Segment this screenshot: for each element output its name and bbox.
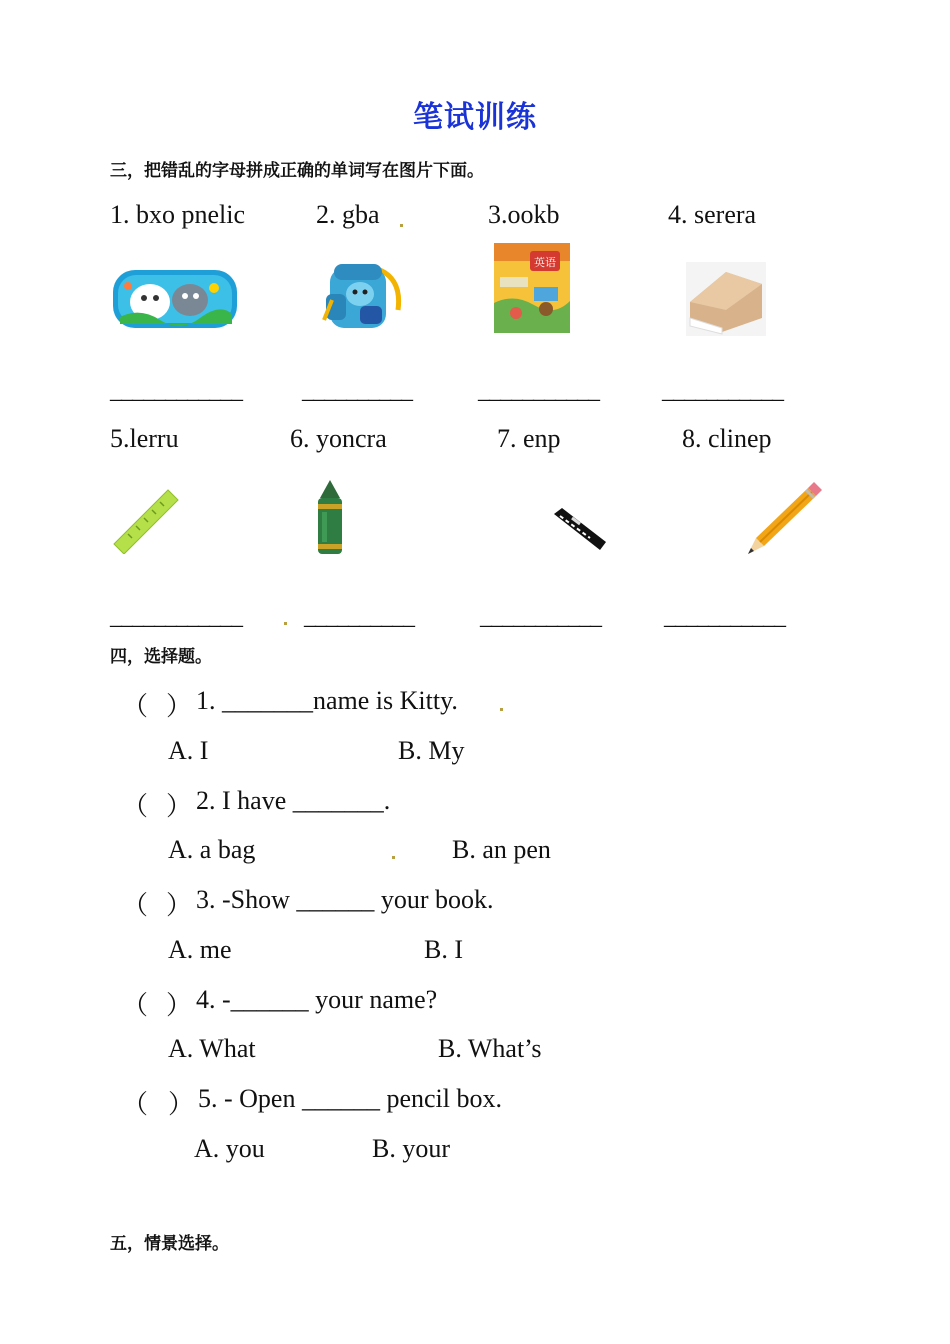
q1-bracket-close: ）: [166, 692, 193, 721]
q4-option-a: A. What: [168, 1034, 256, 1063]
item-2-label: 2. gba: [316, 200, 380, 229]
q3-answer-bracket[interactable]: （: [122, 891, 149, 920]
item-8-label: 8. clinep: [682, 424, 772, 453]
q3-option-b: B. I: [424, 935, 463, 964]
pen-icon: [550, 506, 608, 557]
speck-mark: [392, 856, 395, 859]
q4-answer-bracket[interactable]: （: [122, 991, 149, 1020]
q1-option-b: B. My: [398, 736, 465, 765]
q5-option-b: B. your: [372, 1134, 450, 1163]
q2-option-a: A. a bag: [168, 835, 256, 864]
section-3-heading: 三，把错乱的字母拼成正确的单词写在图片下面。: [110, 161, 484, 181]
page-title: 笔试训练: [413, 100, 537, 135]
item-5-answer-blank[interactable]: ____________: [110, 604, 242, 630]
item-4-answer-blank[interactable]: ___________: [662, 378, 783, 404]
q2-answer-bracket[interactable]: （: [122, 792, 149, 821]
item-7-label: 7. enp: [497, 424, 561, 453]
svg-text:英语: 英语: [534, 256, 556, 269]
q3-text: 3. -Show ______ your book.: [196, 885, 494, 914]
q4-bracket-close: ）: [166, 991, 193, 1020]
item-3-label: 3.ookb: [488, 200, 560, 229]
q5-option-a: A. you: [194, 1134, 265, 1163]
q3-bracket-close: ）: [166, 891, 193, 920]
crayon-icon: [310, 478, 350, 561]
q5-answer-bracket[interactable]: （: [122, 1090, 149, 1119]
q5-bracket-close: ）: [168, 1090, 195, 1119]
item-6-label: 6. yoncra: [290, 424, 387, 453]
item-1-answer-blank[interactable]: ____________: [110, 378, 242, 404]
q2-bracket-close: ）: [166, 792, 193, 821]
pencil-box-icon: [110, 262, 240, 341]
ruler-icon: [112, 488, 180, 559]
q2-text: 2. I have _______.: [196, 786, 391, 815]
speck-mark: [500, 708, 503, 711]
speck-mark: [400, 224, 403, 227]
eraser-icon: [686, 262, 766, 341]
q1-answer-bracket[interactable]: （: [122, 692, 149, 721]
item-8-answer-blank[interactable]: ___________: [664, 604, 785, 630]
q4-option-b: B. What’s: [438, 1034, 542, 1063]
q5-text: 5. - Open ______ pencil box.: [198, 1084, 503, 1113]
item-7-answer-blank[interactable]: ___________: [480, 604, 601, 630]
item-5-label: 5.lerru: [110, 424, 179, 453]
pencil-icon: [744, 482, 824, 563]
english-book-icon: [494, 243, 570, 338]
q1-text: 1. _______name is Kitty.: [196, 686, 458, 715]
item-6-answer-blank[interactable]: __________: [304, 604, 414, 630]
item-4-label: 4. serera: [668, 200, 757, 229]
speck-mark: [284, 622, 287, 625]
backpack-icon: [320, 260, 404, 337]
q4-text: 4. -______ your name?: [196, 985, 438, 1014]
q3-option-a: A. me: [168, 935, 232, 964]
q1-option-a: A. I: [168, 736, 209, 765]
section-4-heading: 四，选择题。: [110, 647, 212, 667]
item-1-label: 1. bxo pnelic: [110, 200, 246, 229]
item-3-answer-blank[interactable]: ___________: [478, 378, 599, 404]
q2-option-b: B. an pen: [452, 835, 551, 864]
section-5-heading: 五，情景选择。: [110, 1234, 229, 1254]
item-2-answer-blank[interactable]: __________: [302, 378, 412, 404]
